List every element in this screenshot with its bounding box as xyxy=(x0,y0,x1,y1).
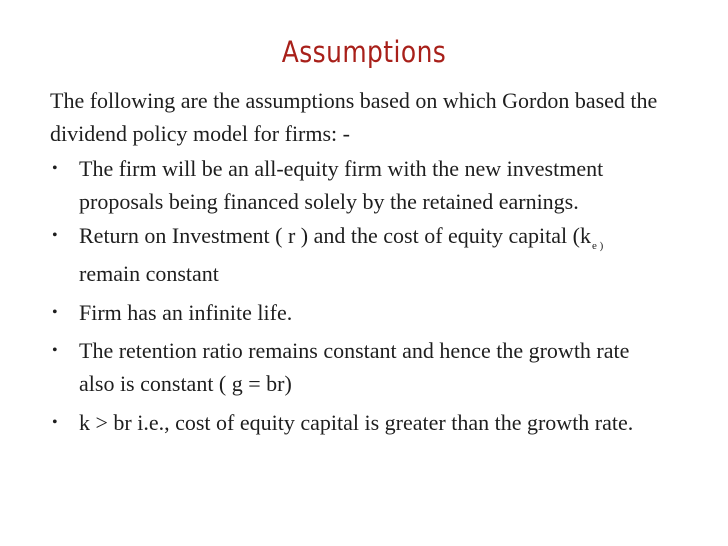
list-item-text: k > br i.e., cost of equity capital is greater than the growth rate. xyxy=(79,410,634,435)
bullet-icon: • xyxy=(52,227,58,244)
assumption-list xyxy=(50,152,670,439)
list-item xyxy=(50,296,670,329)
bullet-icon: • xyxy=(52,414,58,431)
list-item-text: The retention ratio remains constant and hence the growth rate also is constant ( g = br) xyxy=(79,338,630,396)
list-item-text-continued: remain constant xyxy=(79,261,219,286)
list-item xyxy=(50,219,670,290)
list-item xyxy=(50,334,670,400)
bullet-icon: • xyxy=(52,160,58,177)
slide-title: Assumptions xyxy=(281,35,447,69)
list-item-text: Firm has an infinite life. xyxy=(79,300,293,325)
list-item xyxy=(50,152,670,218)
subscript-e: e ) xyxy=(591,240,604,252)
list-item-text: The firm will be an all-equity firm with the new investment proposals being financed solely by the retained earnings. xyxy=(79,156,604,214)
list-item xyxy=(50,406,670,439)
slide-body xyxy=(50,84,670,439)
bullet-icon: • xyxy=(52,304,58,321)
bullet-icon: • xyxy=(52,342,58,359)
intro-paragraph: The following are the assumptions based on which Gordon based the dividend policy model for firms: - xyxy=(50,88,658,146)
list-item-text: Return on Investment ( r ) and the cost of equity capital (k xyxy=(79,223,591,248)
